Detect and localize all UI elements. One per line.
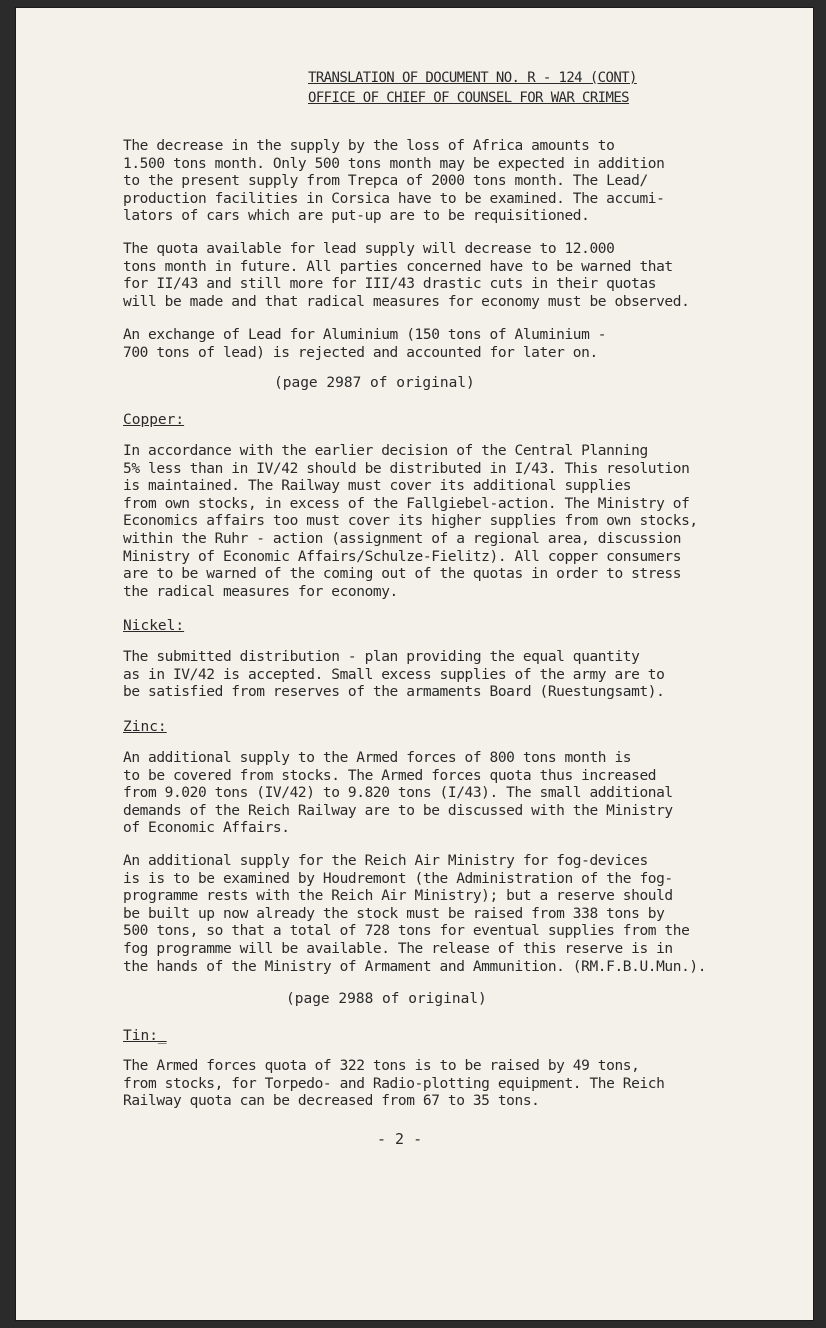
paragraph-copper: In accordance with the earlier decision of the Central Planning 5% less than in IV/42 should be distributed in I/43. This resolution is maintained. The Railway must cover its additional supplies from own stocks, in excess of the Fallgiebel-action. The Ministry of Economics affairs too must cover its higher supplies from own stocks, within the Ruhr - action (assignment of a regional area, discussion Ministry of Economic Affairs/Schulze-Fielitz). All copper consumers are to be warned of the coming out of the quotas in order to stress the radical measures for economy. [123,443,698,600]
paragraph-tin: The Armed forces quota of 322 tons is to be raised by 49 tons, from stocks, for Torpedo- and Radio-plotting equipment. The Reich Railway quota can be decreased from 67 to 35 tons. [123,1058,665,1110]
heading-tin: Tin:_ [123,1028,167,1044]
page-reference-2988: (page 2988 of original) [286,991,487,1007]
page-number: - 2 - [377,1130,423,1148]
paragraph-zinc-armed-forces: An additional supply to the Armed forces of 800 tons month is to be covered from stocks. The Armed forces quota thus increased from 9.020 tons (IV/42) to 9.820 tons (I/43). The small additional demands of the Reich Railway are to be discussed with the Ministry of Economic Affairs. [123,750,673,837]
page-reference-2987: (page 2987 of original) [274,375,475,391]
paragraph-zinc-air-ministry: An additional supply for the Reich Air Ministry for fog-devices is is to be examined by Houdremont (the Administration of the fog- programme rests with the Reich Air Ministry); but a reserve should be built up now already the stock must be raised from 338 tons by 500 tons, so that a total of 728 tons for eventual supplies from the fog programme will be available. The release of this reserve is in the hands of the Ministry of Armament and Ammunition. (RM.F.B.U.Mun.). [123,853,707,975]
paragraph-lead-quota: The quota available for lead supply will decrease to 12.000 tons month in future. All parties concerned have to be warned that for II/43 and still more for III/43 drastic cuts in their quotas will be made and that radical measures for economy must be observed. [123,241,690,310]
document-header [308,68,688,108]
paragraph-lead-exchange: An exchange of Lead for Aluminium (150 tons of Aluminium - 700 tons of lead) is rejected and accounted for later on. [123,327,607,361]
paragraph-lead-supply: The decrease in the supply by the loss of Africa amounts to 1.500 tons month. Only 500 tons month may be expected in addition to the present supply from Trepca of 2000 tons month. The Lead/ production facilities in Corsica have to be examined. The accumi- lators of cars which are put-up are to be requisitioned. [123,138,665,225]
heading-zinc: Zinc: [123,719,167,735]
paragraph-nickel: The submitted distribution - plan providing the equal quantity as in IV/42 is accepted. Small excess supplies of the army are to be satisfied from reserves of the armaments Board (Ruestungsamt). [123,649,665,701]
document-page [16,8,813,1320]
heading-copper: Copper: [123,412,185,428]
heading-nickel: Nickel: [123,618,185,634]
header-office: OFFICE OF CHIEF OF COUNSEL FOR WAR CRIMES [308,90,629,106]
header-title: TRANSLATION OF DOCUMENT NO. R - 124 (CONT) [308,70,637,86]
